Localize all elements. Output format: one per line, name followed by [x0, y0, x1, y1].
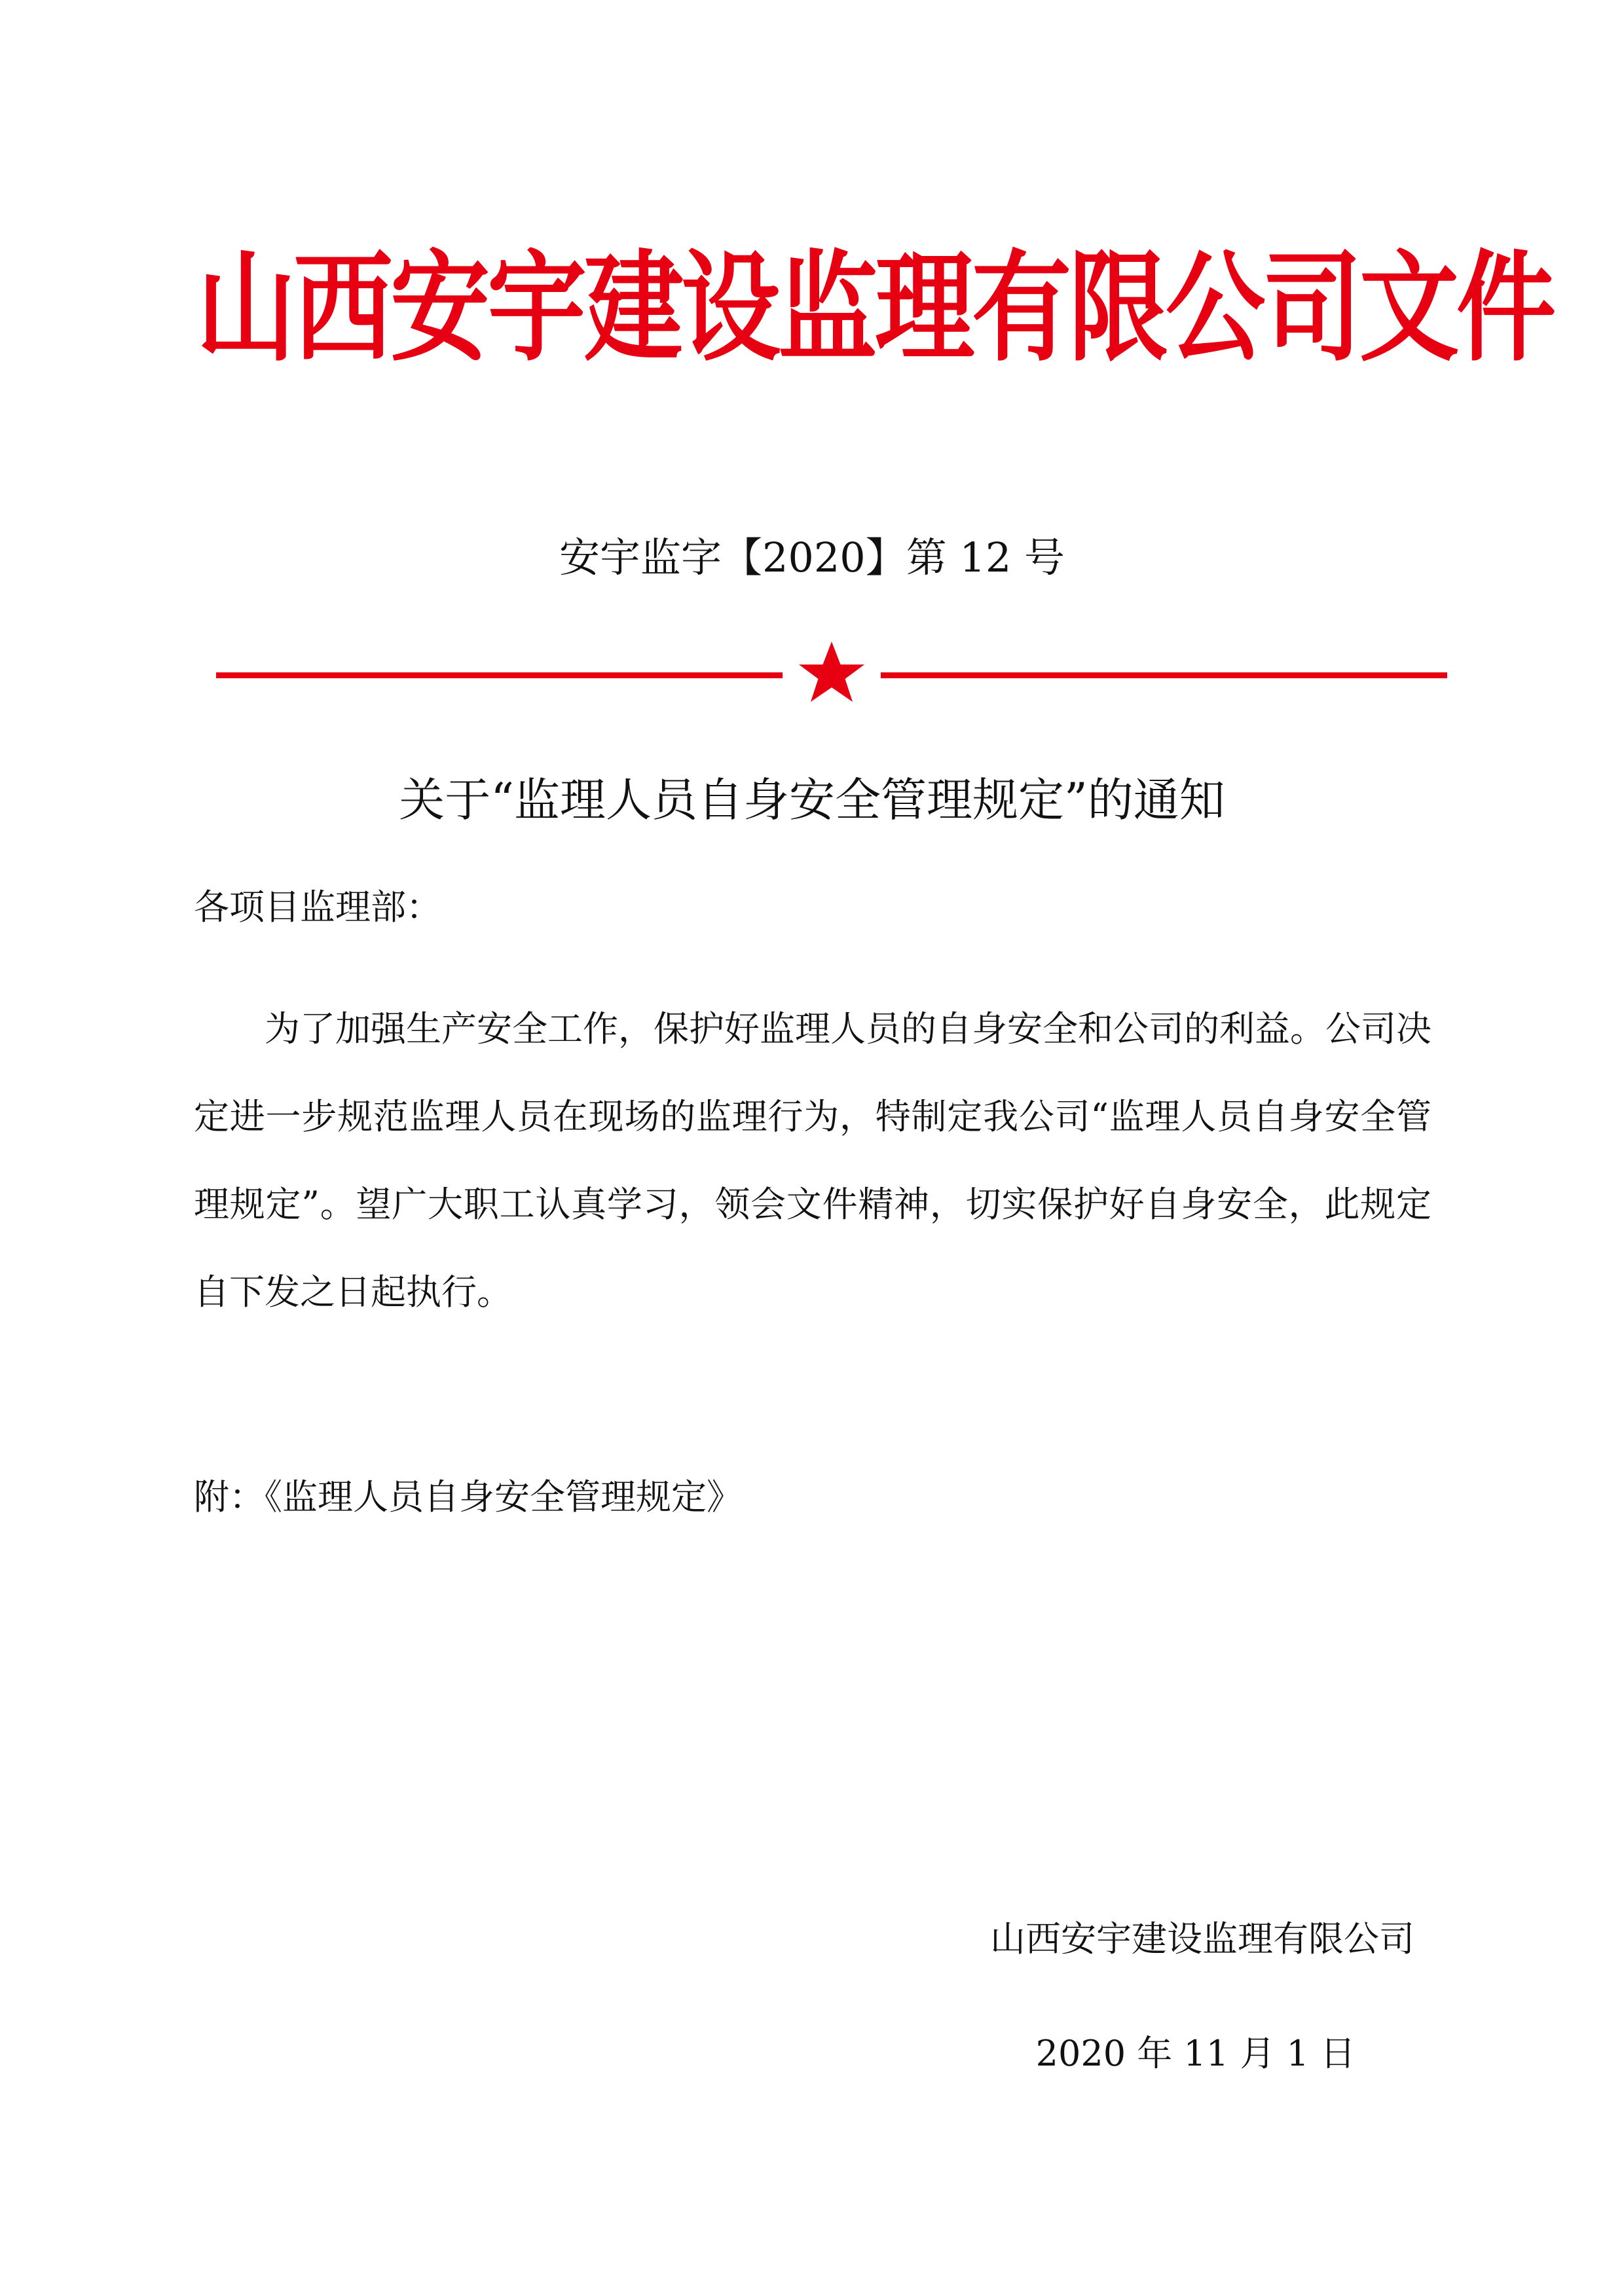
notice-body: 为了加强生产安全工作，保护好监理人员的自身安全和公司的利益。公司决定进一步规范监理人员在现场的监理行为，特制定我公司“监理人员自身安全管理规定”。望广大职工认真学习，领会文件精神，切实保护好自身安全，此规定自下发之日起执行。: [194, 1008, 1431, 1313]
divider-line-left: [216, 672, 783, 678]
red-divider: [216, 638, 1447, 710]
issue-date: 2020 年 11 月 1 日: [1035, 2033, 1356, 2074]
star-icon: [799, 642, 864, 702]
notice-title: 关于“监理人员自身安全管理规定”的通知: [399, 773, 1225, 827]
attachment-line: 附：《监理人员自身安全管理规定》: [194, 1476, 742, 1518]
document-masthead: 山西安宇建设监理有限公司文件: [196, 238, 1553, 378]
divider-line-right: [881, 672, 1447, 678]
salutation: 各项目监理部：: [194, 886, 441, 928]
issuer-signature: 山西安宇建设监理有限公司: [990, 1918, 1414, 1959]
document-number: 安宇监字【2020】第 12 号: [559, 534, 1065, 581]
